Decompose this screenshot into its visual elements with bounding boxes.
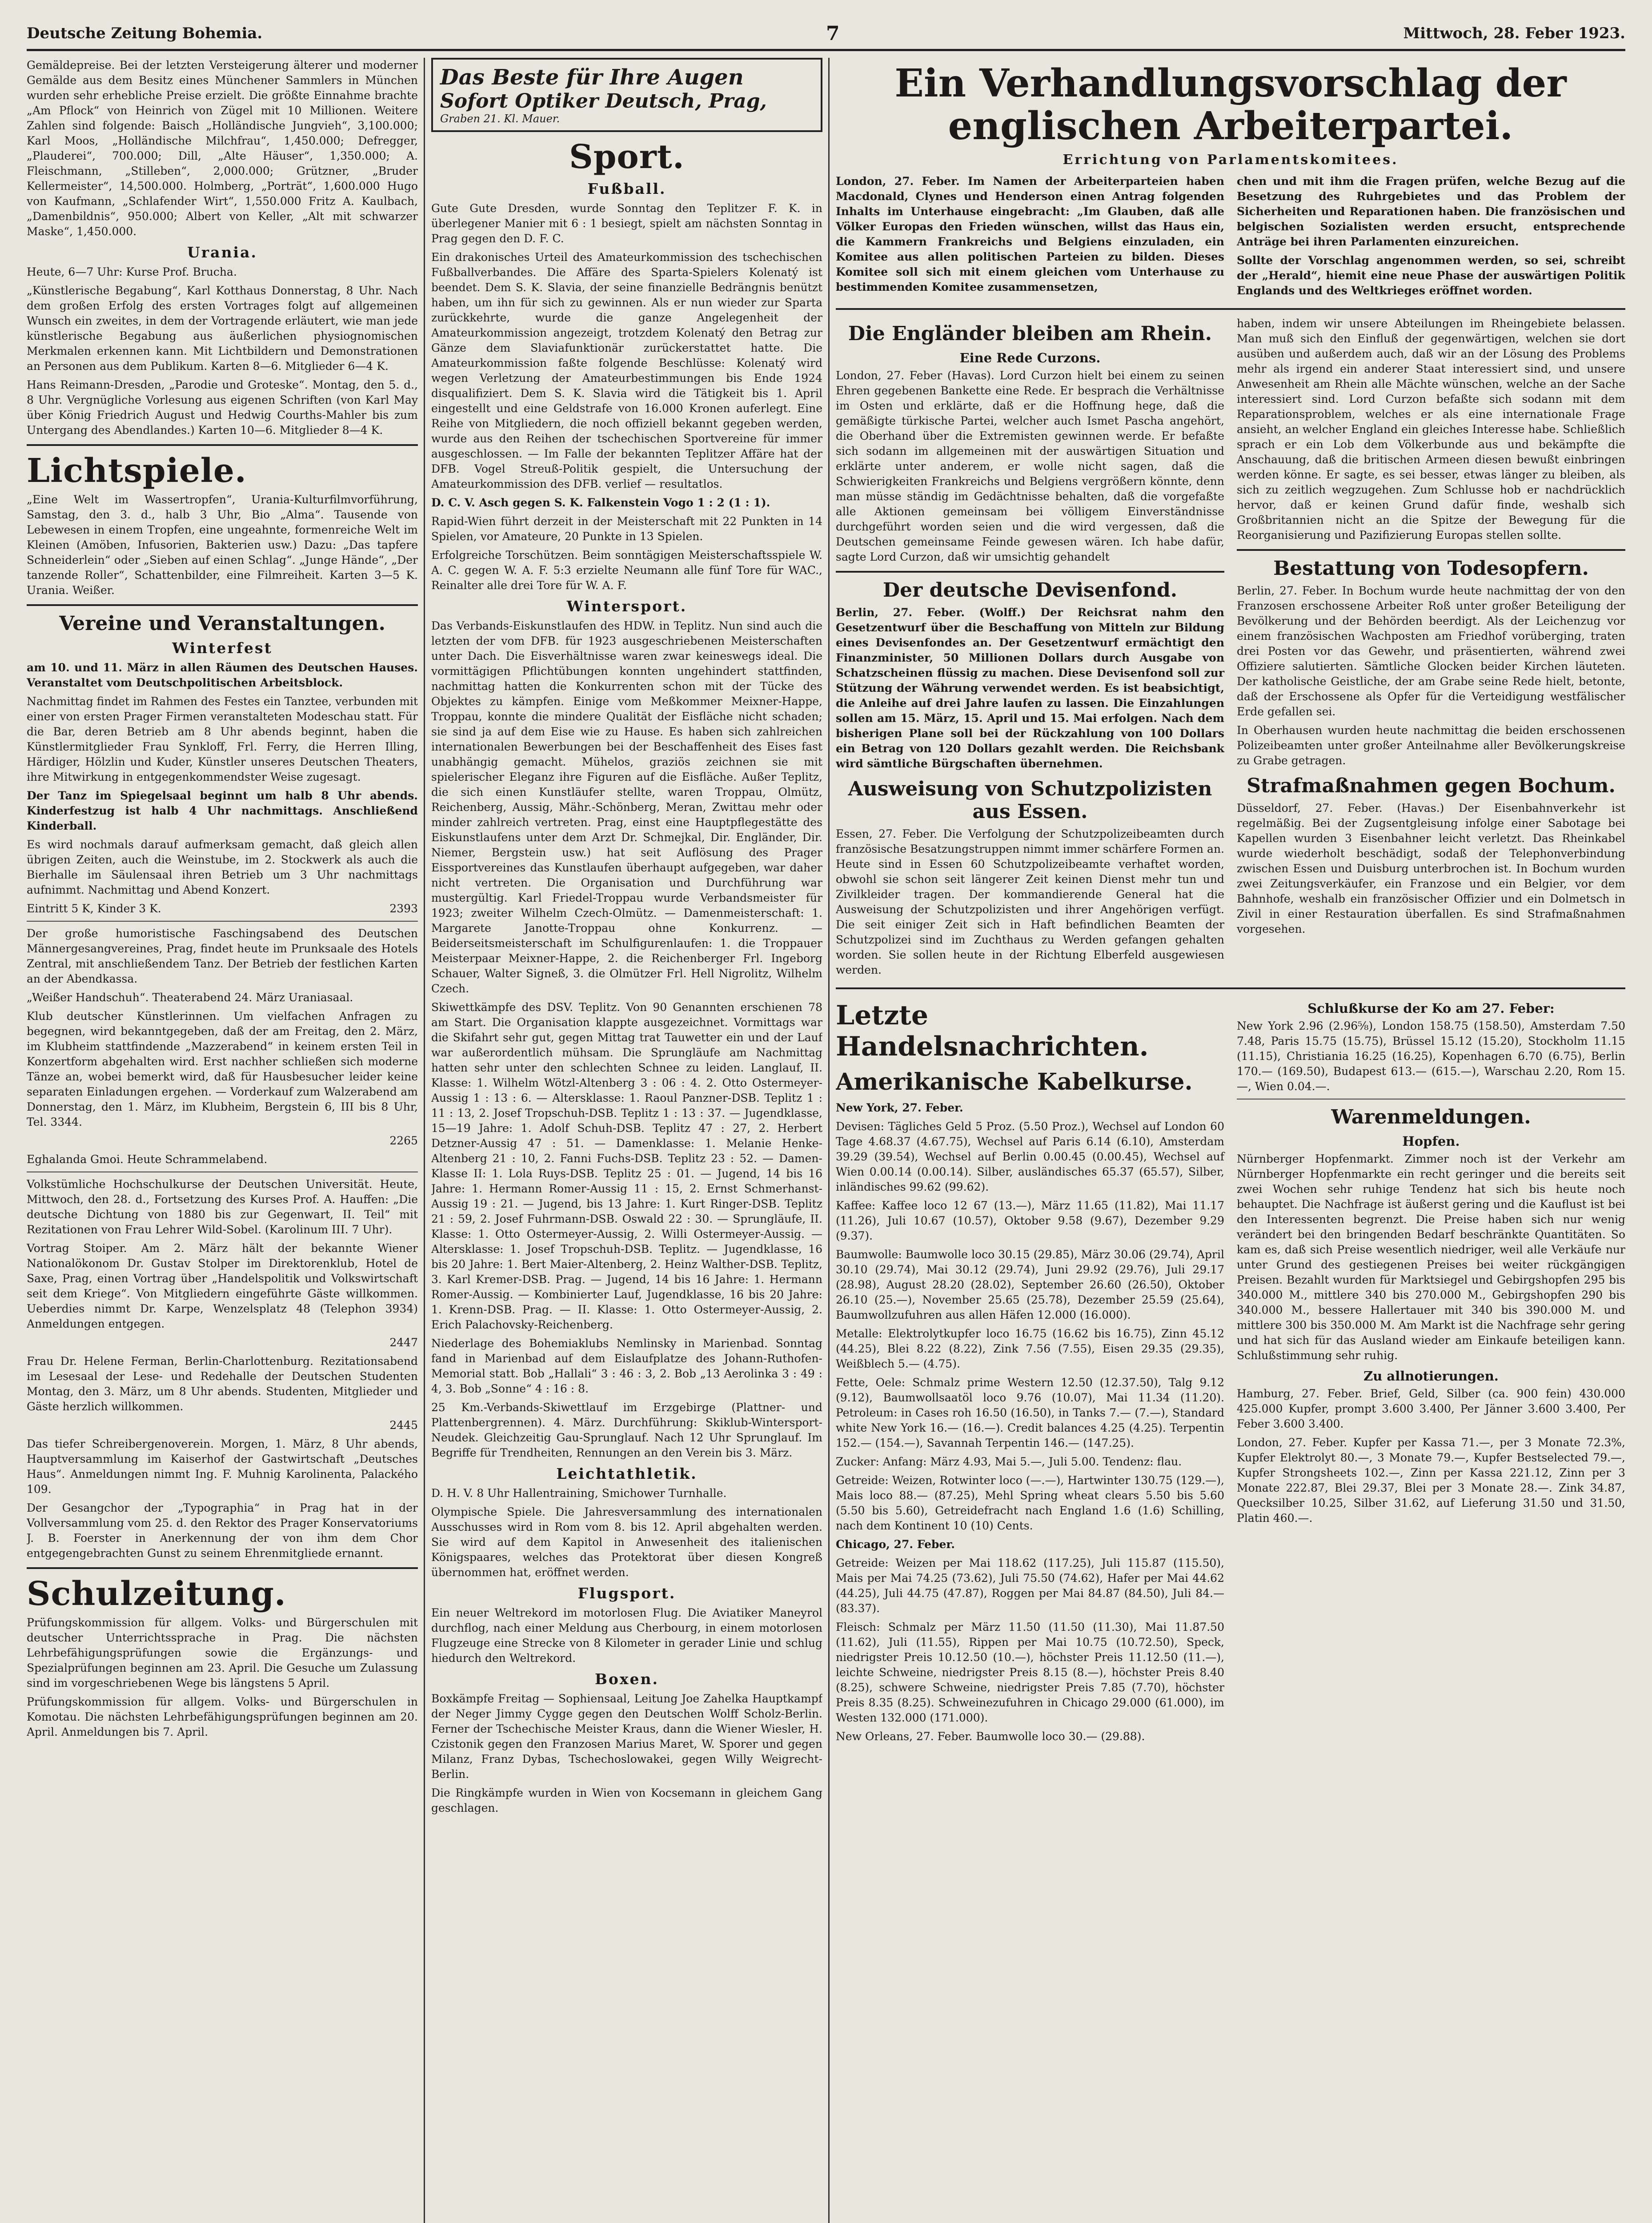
section-title: Lichtspiele. xyxy=(27,452,247,490)
article-paragraph: „Eine Welt im Wassertropfen“, Urania-Kulturfilmvorführung, Samstag, den 3. d., halb 3 Uhr, Bio „Alma“. Tausende von Lebewesen in einem Tropfen, eine ungeahnte, formenreiche Welt im Kleinen (Amöben, Infusorien, Bakterien usw.) Dazu: „Das tapfere Schneiderlein“ oder „Sieben auf einen Schlag“. „Junge Hände“, „Der tanzende Roller“, Schattenbilder, eine Filmreiheit. Karten 3—5 K. Urania. Weißer. xyxy=(27,493,418,597)
two-column-block xyxy=(836,316,1625,981)
ad-code: 2445 xyxy=(389,1419,418,1432)
admission-note: Eintritt 5 K, Kinder 3 K. xyxy=(27,902,161,915)
main-subheadline: Errichtung von Parlamentskomitees. xyxy=(1063,152,1399,168)
article-paragraph: Hans Reimann-Dresden, „Parodie und Groteske“. Montag, den 5. d., 8 Uhr. Vergnügliche Vorlesung aus eigenen Schriften (von Karl May über König Friedrich August und Hedwig Courths-Mahler bis zum Untergang des Abendlandes.) Karten 10—6. Mitglieder 8—4 K. xyxy=(27,378,418,437)
article-paragraph: Der große humoristische Faschingsabend des Deutschen Männergesangvereines, Prag, findet heute im Prunksaale des Hotels Zentral, mit anschließendem Tanz. Der Betrieb der festlichen Karten an der Abendkassa. xyxy=(27,927,418,985)
article-paragraph: Fette, Oele: Schmalz prime Western 12.50 (12.37.50), Talg 9.12 (9.12), Baumwollsaatöl loco 9.76 (10.07), Mai 11.34 (11.20). Petroleum: in Cases roh 16.50 (16.50), in Tanks 7.— (7.—), Standard white New York 16.— (16.—). Credit balances 4.25 (4.25). Terpentin 152.— (154.—), Savannah Terpentin 146.— (147.25). xyxy=(836,1376,1224,1449)
text-column xyxy=(836,995,1224,1748)
article-paragraph: Erfolgreiche Torschützen. Beim sonntägigen Meisterschaftsspiele W. A. C. gegen W. A. F. 5:3 erzielte Neumann alle fünf Tore für WAC., Reinalter alle drei Tore für W. A. F. xyxy=(431,549,822,592)
article-headline: Warenmeldungen. xyxy=(1331,1106,1531,1128)
article-paragraph: Hamburg, 27. Feber. Brief, Geld, Silber (ca. 900 fein) 430.000 425.000 Kupfer, prompt 3.600 3.400, Per Jänner 3.600 3.400, Per Feber 3.600 3.400. xyxy=(1237,1387,1625,1430)
article-paragraph: Berlin, 27. Feber. (Wolff.) Der Reichsrat nahm den Gesetzentwurf über die Beschaffung von Mitteln zur Bildung eines Devisenfondes an. Der Gesetzentwurf ermächtigt den Finanzminister, 50 Millionen Dollars durch Ausgabe von Schatzscheinen flüssig zu machen. Diese Devisenfond soll zur Stützung der Währung verwendet werden. Es ist beabsichtigt, die Anleihe auf drei Jahre laufen zu lassen. Die Einzahlungen sollen am 15. März, 15. April und 15. Mai erfolgen. Nach dem bisherigen Plane soll bei der Rückzahlung von 100 Dollars ein Betrag von 120 Dollars gezahlt werden. Die Reichsbank wird sämtliche Bürgschaften übernehmen. xyxy=(836,606,1224,770)
text-column xyxy=(1237,316,1625,981)
article-headline: Die Engländer bleiben am Rhein. xyxy=(848,322,1212,345)
section-title: Amerikanische Kabelkurse. xyxy=(836,1068,1193,1095)
divider xyxy=(27,444,418,446)
article-headline: Schlußkurse der Ko am 27. Feber: xyxy=(1307,1001,1555,1016)
article-paragraph: 25 Km.-Verbands-Skiwettlauf im Erzgebirge (Plattner- und Plattenbergrennen). 4. März. Durchführung: Skiklub-Wintersport-Neudek. Gleichzeitig Gau-Sprunglauf. Nach 12 Uhr Sprunglauf. Im Begriffe für Trendheiten, Rennungen an den Verein bis 3. März. xyxy=(431,1401,822,1459)
article-paragraph: Der Gesangchor der „Typographia“ in Prag hat in der Vollversammlung vom 25. d. den Rektor des Prager Konservatoriums J. B. Foerster in Anerkennung der von ihm dem Chor entgegengebrachten Gunst zu seinem Ehrenmitgliede ernannt. xyxy=(27,1501,418,1560)
divider xyxy=(836,308,1625,310)
article-paragraph: Vortrag Stoiper. Am 2. März hält der bekannte Wiener Nationalökonom Dr. Gustav Stolper im Direktorenklub, Hotel de Saxe, Prag, einen Vortrag über „Handelspolitik und Volkswirtschaft seit dem Kriege“. Von Mitgliedern eingeführte Gäste willkommen. Ueberdies nimmt Dr. Karpe, Wenzelsplatz 48 (Telephon 3934) Anmeldungen entgegen. xyxy=(27,1242,418,1330)
article-paragraph: Es wird nochmals darauf aufmerksam gemacht, daß gleich allen übrigen Zeiten, auch die Weinstube, im 2. Stockwerk als auch die Bierhalle im Säulensaal ihren Betrieb um 3 Uhr nachmittags aufnimmt. Nachmittag und Abend Konzert. xyxy=(27,838,418,896)
article-headline: Strafmaßnahmen gegen Bochum. xyxy=(1247,774,1616,797)
optician-advertisement xyxy=(431,58,822,132)
article-headline: Der deutsche Devisenfond. xyxy=(882,579,1178,602)
article-paragraph: Fleisch: Schmalz per März 11.50 (11.50 (11.30), Mai 11.87.50 (11.62), Juli (11.55), Rippen per Mai 10.75 (10.72.50), Speck, niedrigster Preis 10.12.50 (10.—), höchster Preis 11.12.50 (11.—), leichte Schweine, niedrigster Preis 8.15 (8.—), höchster Preis 8.40 (8.25), schwere Schweine, niedrigster Preis 7.85 (7.70), höchster Preis 8.35 (8.25). Schweinezufuhren in Chicago 29.000 (61.000), im Westen 132.000 (171.000). xyxy=(836,1621,1224,1724)
article-paragraph: Ein neuer Weltrekord im motorlosen Flug. Die Aviatiker Maneyrol durchflog, nach einer Meldung aus Cherbourg, in einem motorlosen Flugzeuge eine Strecke von 8 Kilometer in gerader Linie und schlug hiedurch den Weltrekord. xyxy=(431,1606,822,1665)
section-heading: Winterfest xyxy=(172,639,273,657)
running-header xyxy=(27,18,1625,51)
article-paragraph: Zucker: Anfang: März 4.93, Mai 5.—, Juli 5.00. Tendenz: flau. xyxy=(836,1455,1182,1468)
ad-address: Graben 21. Kl. Mauer. xyxy=(440,112,560,125)
section-heading: Wintersport. xyxy=(566,598,687,615)
divider xyxy=(836,987,1625,989)
article-paragraph: In Oberhausen wurden heute nachmittag die beiden erschossenen Polizeibeamten unter großer Anteilnahme aller Bevölkerungskreise zu Grabe getragen. xyxy=(1237,724,1625,767)
article-paragraph: haben, indem wir unsere Abteilungen im Rheingebiete belassen. Man muß sich den Einfluß der gegenwärtigen, welchen sie dort ausüben und außerdem auch, daß wir an der Lösung des Problems mehr als irgend ein anderer Staat interessiert sind, und unsere Anwesenheit am Rhein alle Mächte wünschen, welche an der Sache interessiert sind. Lord Curzon befaßte sich sodann mit dem Reparationsproblem, welches er als eine internationale Frage ansieht, an welcher England ein gleiches Interesse habe. Schließlich sprach er ein Lob dem Völkerbunde aus und bekämpfte die Anschauung, daß die britischen Armeen diesen bewußt einbringen werden könne. Er sagte, es sei besser, etwas länger zu bleiben, als sich zu zeitlich wegzugehen. Zum Schlusse hob er nachdrücklich hervor, daß er keinen Grund dafür finde, weshalb sich Großbritannien nicht an die Spitze der Bewegung für die Reorganisierung und Pazifizierung Europas stellen sollte. xyxy=(1237,317,1625,542)
article-paragraph: Heute, 6—7 Uhr: Kurse Prof. Brucha. xyxy=(27,265,237,278)
newspaper-page xyxy=(27,18,1625,2223)
article-subheadline: Hopfen. xyxy=(1402,1134,1460,1149)
article-paragraph: D. H. V. 8 Uhr Hallentraining, Smichower Turnhalle. xyxy=(431,1487,727,1500)
article-paragraph: Berlin, 27. Feber. In Bochum wurde heute nachmittag der von den Franzosen erschossene Arbeiter Roß unter großer Beteiligung der Bevölkerung und der Behörden beerdigt. Als der Leichenzug vor einem französischen Wachposten am Friedhof vorüberging, traten drei Posten vor das Gewehr, und präsentierten, während zwei Offiziere salutierten. Sämtliche Glocken beider Kirchen läuteten. Der katholische Geistliche, der am Grabe seine Rede hielt, betonte, daß der Erschossene als Opfer für die Verteidigung westfälischer Erde gefallen sei. xyxy=(1237,584,1625,718)
ad-code: 2447 xyxy=(389,1336,418,1349)
article-paragraph: Niederlage des Bohemiaklubs Nemlinsky in Marienbad. Sonntag fand in Marienbad auf dem Eislaufplatze des Johann-Ruthofen-Memorial statt. Bob „Hallali“ 3 : 46 : 3, 2. Bob „13 Aerolinka 3 : 49 : 4, 3. Bob „Sonne“ 4 : 16 : 8. xyxy=(431,1337,822,1395)
divider xyxy=(27,604,418,606)
column-rule xyxy=(424,58,425,2223)
article-headline: Bestattung von Todesopfern. xyxy=(1273,557,1589,580)
text-column xyxy=(836,174,1224,302)
ad-code: 2393 xyxy=(389,902,418,915)
header-title: Deutsche Zeitung Bohemia. xyxy=(27,24,263,42)
article-paragraph: „Künstlerische Begabung“, Karl Kotthaus Donnerstag, 8 Uhr. Nach dem großen Erfolg des ersten Vortrages folgt auf allgemeinen Wunsch ein zweites, in dem der Vortragende erläutert, wie man jede künstlerische Begabung aus äußerlichen physiognomischen Merkmalen erkennen kann. Mit Lichtbildern und Demonstrationen an Personen aus dem Publikum. Karten 8—6. Mitglieder 6—4 K. xyxy=(27,284,418,373)
text-column xyxy=(1237,174,1625,302)
divider xyxy=(836,571,1224,573)
article-paragraph: Volkstümliche Hochschulkurse der Deutschen Universität. Heute, Mittwoch, den 28. d., Fortsetzung des Kurses Prof. A. Hauffen: „Die deutsche Dichtung von 1880 bis zur Gegenwart, II. Teil“ mit Rezitationen von Frau Lehrer Wild-Sobel. (Karolinum III. 7 Uhr). xyxy=(27,1178,418,1236)
article-paragraph: Das Verbands-Eiskunstlaufen des HDW. in Teplitz. Nun sind auch die letzten der vom DFB. für 1923 ausgeschriebenen Meisterschaften unter Dach. Die Eisverhältnisse waren zwar keineswegs ideal. Die vormittägigen Pflichtübungen konnten ungehindert stattfinden, nachmittag hatten die Konkurrenten schon mit der Tücke des Objektes zu kämpfen. Einige vom Meßkommer Meixner-Happe, Troppau, konnte die mindere Qualität der Eisfläche nicht schaden; sie sind ja auf dem Eise wie zu Hause. Es haben sich zahlreichen internationalen Bewerbungen bei der Beschaffenheit des Eises fast unabhängig gemacht. Mühelos, graziös zeichnen sie mit spielerischer Eleganz ihre Figuren auf die Eisfläche. Außer Teplitz, die sich einen Kunstläufer stellte, waren Troppau, Olmütz, Reichenberg, Aussig, Mähr.-Schönberg, Meran, Zwittau mehr oder minder zahlreich vertreten. Prag, einst eine Hauptpflegestätte des Eiskunstlaufens unter dem Arzt Dr. Schmejkal, Dir. Engländer, Dir. Niemer, Bergstein usw.) hat seit Auflösung des Prager Eissportvereines das Kunstlaufen überhaupt aufgegeben, war daher nicht vertreten. Die Organisation und Durchführung war mustergültig. Karl Friedel-Troppau wurde Verbandsmeister für 1923; zweiter Wilhelm Czech-Olmütz. — Damenmeisterschaft: 1. Margarete Janotte-Troppau ohne Konkurrenz. — Beiderseitsmeisterschaft im Schulfigurenlaufen: 1. die Troppauer Meisterpaar Meixner-Happe, 2. die Reichenberger Frl. Ingeborg Schauer, Walter Signeß, 3. die Olmützer Frl. Hell Nigrolitz, Wilhelm Czech. xyxy=(431,619,822,995)
article-paragraph: Baumwolle: Baumwolle loco 30.15 (29.85), März 30.06 (29.74), April 30.10 (29.74), Mai 30.12 (29.74), Juni 29.92 (29.76), Juli 29.17 (28.98), August 28.20 (28.02), September 26.60 (26.50), Oktober 26.10 (25.—), November 25.65 (25.78), Dezember 25.59 (25.64), Baumwollzufuhren aus allen Häfen 12.000 (16.000). xyxy=(836,1248,1224,1321)
divider xyxy=(1237,549,1625,551)
text-column xyxy=(836,316,1224,981)
article-paragraph: Getreide: Weizen, Rotwinter loco (—.—), Hartwinter 130.75 (129.—), Mais loco 88.— (87.25), Mehl Spring wheat clears 5.50 bis 5.60 (5.50 bis 5.60), Getreidefracht nach England 1.6 (1.6) Schilling, nach dem Kontinent 10 (10) Cents. xyxy=(836,1474,1224,1532)
ad-code: 2265 xyxy=(389,1134,418,1147)
column-rule xyxy=(828,58,830,2223)
section-title: Sport. xyxy=(569,138,685,176)
article-paragraph: London, 27. Feber. Kupfer per Kassa 71.—, per 3 Monate 72.3%, Kupfer Elektrolyt 80.—, 3 Monate 79.—, Kupfer Bestselected 79.—, Kupfer Strongsheets 102.—, Zinn per Kassa 221.12, Zinn per 3 Monate 222.87, Blei 29.37, Blei per 3 Monate 28.—. Zink 34.87, Quecksilber 10.25, Silber 31.62, auf Lieferung 31.50 und 31.50, Platin 460.—. xyxy=(1237,1436,1625,1525)
article-paragraph: Das tiefer Schreibergenoverein. Morgen, 1. März, 8 Uhr abends, Hauptversammlung im Kaiserhof der Gastwirtschaft „Deutsches Haus“. Anmeldungen nimmt Ing. F. Muhnig Karolinenta, Palackého 109. xyxy=(27,1437,418,1496)
article-paragraph: New York 2.96 (2.96⅝), London 158.75 (158.50), Amsterdam 7.50 7.48, Paris 15.75 (15.75), Brüssel 15.12 (15.20), Stockholm 11.15 (11.15), Christiania 16.25 (16.25), Kopenhagen 6.70 (6.75), Berlin 170.— (169.50), Budapest 613.— (615.—), Warschau 2.20, Rom 15.—, Wien 0.04.—. xyxy=(1237,1019,1625,1093)
article-paragraph: New York, 27. Feber. xyxy=(836,1101,963,1114)
article-paragraph: Gute Gute Dresden, wurde Sonntag den Teplitzer F. K. in überlegener Manier mit 6 : 1 besiegt, spielt am nächsten Sonntag in Prag gegen den D. F. C. xyxy=(431,202,822,245)
text-column xyxy=(1237,995,1625,1748)
article-paragraph: Klub deutscher Künstlerinnen. Um vielfachen Anfragen zu begegnen, wird bekanntgegeben, daß der am Freitag, den 2. März, im Klubheim stattfindende „Mazzerabend“ in keinem ersten Teil in Konzertform abgehalten wird. Erst nachher schließen sich moderne Tänze an, wobei bemerkt wird, daß für Hausbesucher leider keine separaten Einladungen ergehen. — Vorderkauf zum Walzerabend am Donnerstag, den 1. März, im Klubheim, Bergstein 6, III bis 8 Uhr, Tel. 3344. xyxy=(27,1010,418,1128)
article-paragraph: Essen, 27. Feber. Die Verfolgung der Schutzpolizeibeamten durch französische Besatzungstruppen nimmt immer schärfere Formen an. Heute sind in Essen 60 Schutzpolizeibeamte verhaftet worden, obwohl sie schon seit längerer Zeit keinen Dienst mehr tun und Zivilkleider tragen. Der kommandierende General hat die Ausweisung der Schutzpolizisten und ihrer Angehörigen verfügt. Die seit einiger Zeit sich in Haft befindlichen Beamten der Schutzpolizei sind im Zuchthaus zu Werden gefangen gehalten worden. Sie sollen heute in der Richtung Elberfeld ausgewiesen werden. xyxy=(836,827,1224,976)
article-paragraph: D. C. V. Asch gegen S. K. Falkenstein Vogo 1 : 2 (1 : 1). xyxy=(431,496,770,509)
column-3 xyxy=(836,58,1625,2223)
article-paragraph: Eghalanda Gmoi. Heute Schrammelabend. xyxy=(27,1153,268,1166)
section-heading: Urania. xyxy=(187,244,257,261)
article-paragraph: am 10. und 11. März in allen Räumen des Deutschen Hauses. Veranstaltet vom Deutschpolitischen Arbeitsblock. xyxy=(27,661,418,689)
ad-name: Sofort Optiker Deutsch, Prag, xyxy=(440,90,767,112)
article-paragraph: Die Ringkämpfe wurden in Wien von Kocsemann in gleichem Gang geschlagen. xyxy=(431,1786,822,1814)
section-heading: Flugsport. xyxy=(577,1585,676,1602)
article-subheadline: Zu allnotierungen. xyxy=(1363,1368,1499,1384)
divider xyxy=(27,921,418,922)
article-paragraph: „Weißer Handschuh“. Theaterabend 24. März Uraniasaal. xyxy=(27,991,353,1004)
article-paragraph: Rapid-Wien führt derzeit in der Meisterschaft mit 22 Punkten in 14 Spielen, vor Amateure, 20 Punkte in 13 Spielen. xyxy=(431,515,822,543)
article-paragraph: New Orleans, 27. Feber. Baumwolle loco 30.— (29.88). xyxy=(836,1730,1145,1743)
article-paragraph: Boxkämpfe Freitag — Sophiensaal, Leitung Joe Zahelka Hauptkampf der Neger Jimmy Cygge gegen den Deutschen Wolff Scholz-Berlin. Ferner der Tschechische Meister Kraus, dann die Wiener Wiesler, H. Czistonik gegen den Franzosen Marius Maret, W. Sporer und gegen Milanz, Franz Dybas, Tschechoslowakei, gegen Willy Weigrecht-Berlin. xyxy=(431,1692,822,1781)
article-paragraph: Frau Dr. Helene Ferman, Berlin-Charlottenburg. Rezitationsabend im Lesesaal der Lese- und Redehalle der Deutschen Studenten Montag, den 3. März, um 8 Uhr abends. Studenten, Mitglieder und Gäste herzlich willkommen. xyxy=(27,1355,418,1413)
article-paragraph: Metalle: Elektrolytkupfer loco 16.75 (16.62 bis 16.75), Zinn 45.12 (44.25), Blei 8.22 (8.22), Zink 7.56 (7.55), Eisen 29.35 (29.35), Weißblech 5.— (4.75). xyxy=(836,1327,1224,1370)
article-paragraph: Skiwettkämpfe des DSV. Teplitz. Von 90 Genannten erschienen 78 am Start. Die Organisation klappte ausgezeichnet. Vormittags war die Skifahrt sehr gut, gegen Mittag trat Tauwetter ein und der Lauf war außerordentlich mühsam. Die Sprungläufe am Nachmittag hatten sehr unter den schlechten Schnee zu leiden. Langlauf, II. Klasse: 1. Wilhelm Wötzl-Altenberg 3 : 06 : 4. 2. Otto Ostermeyer-Aussig 1 : 13 : 6. — Altersklasse: 1. Raoul Panzner-DSB. Teplitz 1 : 11 : 13, 2. Josef Tropschuh-DSB. Teplitz 1 : 13 : 37. — Jugendklasse, 15—19 Jahre: 1. Adolf Schuh-DSB. Teplitz 47 : 27, 2. Herbert Detzner-Aussig 47 : 51. — Damenklasse: 1. Melanie Henke-Altenberg 21 : 10, 2. Fanni Fuchs-DSB. Teplitz 23 : 52. — Damen-Klasse II: 1. Lola Ruys-DSB. Teplitz 25 : 01. — Jugend, 14 bis 16 Jahre: 1. Hermann Romer-Aussig 11 : 15, 2. Ernst Schmerhanst-Aussig 19 : 21. — Jugend, bis 13 Jahre: 1. Kurt Ringer-DSB. Teplitz 21 : 59, 2. Josef Fuhrmann-DSB. Oswald 22 : 30. — Sprungläufe, II. Klasse: 1. Otto Ostermeyer-Aussig, 2. Willi Ostermeyer-Aussig. — Altersklasse: 1. Josef Tropschuh-DSB. Teplitz. — Jugendklasse, 16 bis 20 Jahre: 1. Bert Maier-Altenberg, 2. Heinz Walther-DSB. Teplitz, 3. Karl Kremer-DSB. Prag. — Jugend, 14 bis 16 Jahre: 1. Hermann Romer-Aussig. — Kombinierter Lauf, Jugendklasse, 16 bis 20 Jahre: 1. Krenn-DSB. Prag. — II. Klasse: 1. Otto Ostermeyer-Aussig, 2. Erich Palachovsky-Reichenberg. xyxy=(431,1001,822,1331)
ad-headline: Das Beste für Ihre Augen xyxy=(440,65,744,90)
section-title: Letzte Handelsnachrichten. xyxy=(836,1000,1149,1062)
article-paragraph: Kaffee: Kaffee loco 12 67 (13.—), März 11.65 (11.82), Mai 11.17 (11.26), Juli 10.67 (10.57), Oktober 9.58 (9.67), Dezember 9.29 (9.37). xyxy=(836,1199,1224,1242)
article-paragraph: Prüfungskommission für allgem. Volks- und Bürgerschulen in Komotau. Die nächsten Lehrbefähigungsprüfungen beginnen am 20. April. Anmeldungen bis 7. April. xyxy=(27,1695,418,1738)
section-title: Vereine und Veranstaltungen. xyxy=(59,612,385,635)
column-2 xyxy=(431,58,822,2223)
article-paragraph xyxy=(27,901,418,916)
article-paragraph: Düsseldorf, 27. Feber. (Havas.) Der Eisenbahnverkehr ist regelmäßig. Bei der Zugsentgleisung infolge einer Sabotage bei Kapellen wurden 3 Eisenbahner leicht verletzt. Das Rheinkabel wurde wiederholt beschädigt, sodaß der Telephonverbindung zwischen Essen und Duisburg unterbrochen ist. In Bochum wurden zwei Zeitungsverkäufer, ein Franzose und ein Belgier, vor dem Bahnhofe, weshalb ein französischer Offizier und ein Dolmetsch in Zivil in einer Restauration überfallen. Es sind Strafmaßnahmen vorgesehen. xyxy=(1237,802,1625,935)
column-1 xyxy=(27,58,418,2223)
article-paragraph: London, 27. Feber (Havas). Lord Curzon hielt bei einem zu seinen Ehren gegebenen Bankette eine Rede. Er besprach die Verhältnisse im Osten und erklärte, daß er die Hoffnung hege, daß die gemäßigte türkische Partei, welcher auch Ismet Pascha angehört, die Oberhand über die Extremisten gewinnen werde. Er befaßte sich sodann im allgemeinen mit der auswärtigen Situation und erklärte unter anderem, er wolle nicht sagen, daß die Schwierigkeiten Frankreichs und Belgiens vergrößern könnte, denn man müsse ständig im Gedächtnisse behalten, daß die vorgefaßte alle Aktionen gemeinsam bei völligem Einverständnisse durchgeführt worden seien und die wird vergessen, daß die Deutschen gemeinsame Feinde gewesen wären. Ich habe dafür, sagte Lord Curzon, daß wir umsichtig gehandelt xyxy=(836,369,1224,563)
main-headline: Ein Verhandlungsvorschlag der englischen Arbeiterpartei. xyxy=(894,61,1567,148)
section-heading: Leichtathletik. xyxy=(556,1465,698,1482)
article-paragraph: Nürnberger Hopfenmarkt. Zimmer noch ist der Verkehr am Nürnberger Hopfenmarkte ein recht geringer und die bereits seit zwei Wochen sehr ruhige Tendenz hat sich bis heute noch behauptet. Die Nachfrage ist äußerst gering und die Kauflust ist bei den Interessenten begrenzt. Die Preise haben sich nur wenig verändert bei den bringenden Bedarf beschränkte Quantitäten. So kam es, daß sich Preise wesentlich niedriger, weil alle Verkäufe nur unter Grund des gestiegenen Preises bei weiter rückgängigen Preisen. Bezahlt wurden für Marktsiegel und Gebirgshopfen 295 bis 340.000 M., mittlere 340 bis 270.000 M., Gebirgshopfen 290 bis 340.000 M., bessere Hallertauer mit 340 bis 390.000 M. und mittlere 300 bis 350.000 M. Am Markt ist die Nachfrage sehr gering und hat sich für das Ausland wieder am Einkaufe beteiligen kann. Schlußstimmung sehr ruhig. xyxy=(1237,1152,1625,1362)
article-paragraph: Olympische Spiele. Die Jahresversammlung des internationalen Ausschusses wird in Rom vom 8. bis 12. April abgehalten werden. Sie wird auf dem Kapitol in Anwesenheit des italienischen Königspaares, welches das Protektorat über diesen Kongreß übernommen hat, eröffnet werden. xyxy=(431,1505,822,1579)
two-column-block xyxy=(836,995,1625,1748)
page-number: 7 xyxy=(826,22,840,45)
article-headline: Ausweisung von Schutzpolizisten aus Essen. xyxy=(848,778,1212,823)
article-paragraph: chen und mit ihm die Fragen prüfen, welche Bezug auf die Besetzung des Ruhrgebietes und das Problem der Sicherheiten und Reparationen haben. Die französischen und belgischen Sozialisten werden ersucht, entsprechende Anträge bei ihren Parlamenten einzureichen. xyxy=(1237,175,1625,248)
header-date: Mittwoch, 28. Feber 1923. xyxy=(1403,24,1625,42)
article-paragraph: Sollte der Vorschlag angenommen werden, so sei, schreibt der „Herald“, hiemit eine neue Phase der auswärtigen Politik Englands und des Weltkrieges eröffnet worden. xyxy=(1237,254,1625,297)
divider xyxy=(27,1567,418,1569)
article-paragraph: Der Tanz im Spiegelsaal beginnt um halb 8 Uhr abends. Kinderfestzug ist halb 4 Uhr nachmittags. Anschließend Kinderball. xyxy=(27,789,418,832)
article-paragraph: Ein drakonisches Urteil des Amateurkommission des tschechischen Fußballverbandes. Die Affäre des Sparta-Spielers Kolenatý ist beendet. Dem S. K. Slavia, der seine finanzielle Bedrängnis benützt haben, um ihn für sich zu gewinnen. Als er nun wieder zur Sparta zurückkehrte, wurde die ganze Angelegenheit der Amateurkommission angezeigt, trotzdem Kolenatý den Betrag zur Gänze dem Slaviafunktionär zurückerstattet hatte. Die Amateurkommission faßte folgende Beschlüsse: Kolenatý wird wegen Verletzung der Amateurbestimmungen bis Ende 1924 disqualifiziert. Dem S. K. Slavia wird die Tätigkeit bis 1. April eingestellt und eine Geldstrafe von 16.000 Kronen auferlegt. Eine Reihe von Mitgliedern, die noch offiziell bekannt gegeben werden, wurde aus den Reihen der tschechischen Sportvereine für immer ausgeschlossen. — Im Falle der bekannten Teplitzer Affäre hat der DFB. Vogel Streuß-Politik gespielt, die Untersuchung der Amateurkommission des DFB. verlief — resultatlos. xyxy=(431,251,822,490)
article-paragraph: Getreide: Weizen per Mai 118.62 (117.25), Juli 115.87 (115.50), Mais per Mai 74.25 (73.62), Juli 75.50 (74.62), Hafer per Mai 44.62 (44.25), Juli 44.75 (47.87), Roggen per Mai 84.87 (84.50), Juli 84.— (83.37). xyxy=(836,1557,1224,1615)
article-paragraph: Nachmittag findet im Rahmen des Festes ein Tanztee, verbunden mit einer von ersten Prager Firmen veranstalteten Modeschau statt. Für die Bar, deren Betrieb am 8 Uhr abends beginnt, haben die Künstlermitglieder Frau Synkloff, Frl. Ferry, die Herren Illing, Härdiger, Hölzlin und Kuder, Künstler unseres Deutschen Theaters, ihre Mitwirkung in entgegenkommendster Weise zugesagt. xyxy=(27,695,418,783)
article-paragraph: Gemäldepreise. Bei der letzten Versteigerung älterer und moderner Gemälde aus dem Besitz eines Münchener Sammlers in München wurden sehr erhebliche Preise erzielt. Die größte Einnahme brachte „Am Pflock“ von Heinrich von Zügel mit 10 Millionen. Weitere Zahlen sind folgende: Baisch „Holländische Jungvieh“, 3,100.000; Karl Moos, „Holländische Milchfrau“, 1,450.000; Defregger, „Plauderei“, 700.000; Dill, „Alte Häuser“, 1,350.000; A. Fleischmann, „Stilleben“, 2,000.000; Grützner, „Bruder Kellermeister“, 14,500.000. Holmberg, „Porträt“, 1,600.000 Hugo von Kaufmann, „Schlafender Wirt“, 1,550.000 Fritz A. Kaulbach, „Damenbildnis“, 950.000; Albert von Keller, „Alt mit schwarzer Maske“, 1,450.000. xyxy=(27,59,418,238)
section-heading: Fußball. xyxy=(587,180,666,197)
article-paragraph: Chicago, 27. Feber. xyxy=(836,1538,955,1551)
article-paragraph: London, 27. Feber. Im Namen der Arbeiterparteien haben Macdonald, Clynes und Henderson einen Antrag folgenden Inhalts im Unterhause eingebracht: „Im Glauben, daß alle Völker Europas den Frieden wünschen, willst das Haus ein, die Kammern Frankreichs und Belgiens einzuladen, ein Komitee aus allen politischen Parteien zu bilden. Dieses Komitee soll sich mit einem gleichen vom Unterhause zu bestimmenden Komitee zusammensetzen, xyxy=(836,175,1224,293)
article-paragraph: Prüfungskommission für allgem. Volks- und Bürgerschulen mit deutscher Unterrichtssprache in Prag. Die nächsten Lehrbefähigungsprüfungen sowie die Ergänzungs- und Spezialprüfungen beginnen am 23. April. Die Gesuche um Zulassung sind im vorgeschriebenen Wege bis längstens 5 April. xyxy=(27,1616,418,1689)
article-paragraph: Devisen: Tägliches Geld 5 Proz. (5.50 Proz.), Wechsel auf London 60 Tage 4.68.37 (4.67.75), Wechsel auf Paris 6.14 (6.10), Amsterdam 39.29 (39.54), Wechsel auf Berlin 0.00.45 (0.00.45), Wechsel auf Wien 0.00.14 (0.00.14). Silber, ausländisches 65.37 (65.57), Silber, inländisches 99.62 (99.62). xyxy=(836,1120,1224,1193)
two-column-block xyxy=(836,174,1625,302)
section-title: Schulzeitung. xyxy=(27,1575,286,1613)
article-subheadline: Eine Rede Curzons. xyxy=(959,350,1101,365)
section-heading: Boxen. xyxy=(594,1670,659,1688)
